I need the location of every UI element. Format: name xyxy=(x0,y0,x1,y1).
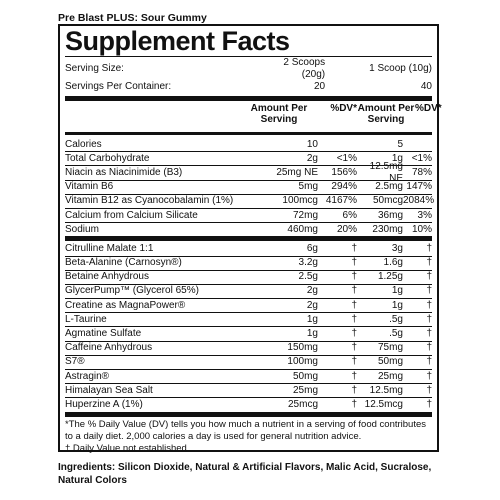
amount-1-scoop: 36mg xyxy=(377,209,403,221)
dv-1-scoop: † xyxy=(426,384,432,396)
nutrient-name: Calories xyxy=(65,138,102,150)
dv-2-scoops: † xyxy=(351,285,357,297)
amount-1-scoop: 12.5mg xyxy=(369,384,403,396)
amount-1-scoop: 1.25g xyxy=(377,271,403,283)
header-amount-2: Amount Per Serving xyxy=(357,103,415,125)
nutrient-name: GlycerPump™ (Glycerol 65%) xyxy=(65,285,199,297)
dv-2-scoops: 156% xyxy=(331,166,357,178)
nutrient-row xyxy=(65,356,432,370)
amount-2-scoops: 2g xyxy=(306,299,318,311)
amount-1-scoop: .5g xyxy=(389,313,403,325)
dv-1-scoop: † xyxy=(426,313,432,325)
header-dv-1: %DV* xyxy=(330,103,357,114)
dv-1-scoop: † xyxy=(426,356,432,368)
header-amount-1: Amount Per Serving xyxy=(250,103,308,125)
amount-2-scoops: 50mg xyxy=(292,370,318,382)
nutrient-name: Total Carbohydrate xyxy=(65,152,150,164)
serving-size-value-1: 2 Scoops (20g) xyxy=(283,57,326,80)
dv-2-scoops: 4167% xyxy=(325,195,357,207)
amount-2-scoops: 1g xyxy=(306,313,318,325)
amount-2-scoops: 100mcg xyxy=(282,195,318,207)
nutrient-row xyxy=(65,181,432,195)
dv-1-scoop: <1% xyxy=(411,152,432,164)
nutrient-name: Astragin® xyxy=(65,370,110,382)
amount-2-scoops: 3.2g xyxy=(298,257,318,269)
dv-2-scoops: † xyxy=(351,356,357,368)
amount-1-scoop: 75mg xyxy=(377,342,403,354)
dv-1-scoop: † xyxy=(426,242,432,254)
amount-2-scoops: 460mg xyxy=(287,223,318,235)
amount-2-scoops: 150mg xyxy=(287,342,318,354)
nutrient-row xyxy=(65,398,432,411)
dv-1-scoop: 2084% xyxy=(403,195,435,207)
nutrient-row xyxy=(65,299,432,313)
nutrient-name: Agmatine Sulfate xyxy=(65,328,142,340)
dv-2-scoops: † xyxy=(351,384,357,396)
dv-1-scoop: † xyxy=(426,398,432,410)
nutrient-row xyxy=(65,138,432,152)
serving-size-label: Serving Size: xyxy=(65,63,124,74)
dv-1-scoop: 3% xyxy=(417,209,432,221)
nutrient-row xyxy=(65,195,435,209)
medium-divider xyxy=(65,132,432,135)
amount-1-scoop: 1g xyxy=(391,152,403,164)
nutrient-name: Caffeine Anhydrous xyxy=(65,342,153,354)
nutrient-group-2 xyxy=(65,242,432,411)
nutrient-row xyxy=(65,271,432,285)
amount-2-scoops: 72mg xyxy=(292,209,318,221)
nutrient-name: Himalayan Sea Salt xyxy=(65,384,153,396)
amount-1-scoop: 12.5mcg xyxy=(364,398,403,410)
nutrient-row xyxy=(65,370,432,384)
dv-2-scoops: † xyxy=(351,370,357,382)
dv-2-scoops: † xyxy=(351,398,357,410)
dv-1-scoop: † xyxy=(426,328,432,340)
dv-1-scoop: 147% xyxy=(406,181,432,193)
amount-1-scoop: 1.6g xyxy=(383,257,403,269)
footnote-dagger: † Daily Value not established. xyxy=(65,442,190,454)
dv-2-scoops: 20% xyxy=(336,223,357,235)
nutrient-row xyxy=(65,209,432,223)
amount-2-scoops: 100mg xyxy=(287,356,318,368)
supplement-facts-panel xyxy=(58,24,442,454)
nutrient-name: Creatine as MagnaPower® xyxy=(65,299,186,311)
amount-1-scoop: .5g xyxy=(389,328,403,340)
dv-2-scoops: † xyxy=(351,299,357,311)
nutrient-name: S7® xyxy=(65,356,85,368)
amount-2-scoops: 1g xyxy=(306,328,318,340)
dv-2-scoops: † xyxy=(351,257,357,269)
ingredients-text: Ingredients: Silicon Dioxide, Natural & Artificial Flavors, Malic Acid, Sucralose, Natural Colors xyxy=(58,462,432,486)
dv-2-scoops: † xyxy=(351,342,357,354)
dv-1-scoop: † xyxy=(426,271,432,283)
dv-1-scoop: † xyxy=(426,257,432,269)
dv-1-scoop: † xyxy=(426,370,432,382)
amount-1-scoop: 1g xyxy=(391,299,403,311)
nutrient-row xyxy=(65,384,432,398)
dv-1-scoop: † xyxy=(426,299,432,311)
dv-1-scoop: 10% xyxy=(411,223,432,235)
product-title: Pre Blast PLUS: Sour Gummy xyxy=(58,12,207,24)
nutrient-name: Beta-Alanine (Carnosyn®) xyxy=(65,257,182,269)
servings-per-container-value-1: 20 xyxy=(314,81,326,92)
amount-1-scoop: 5 xyxy=(397,138,403,150)
dv-2-scoops: 6% xyxy=(342,209,357,221)
nutrient-name: Vitamin B12 as Cyanocobalamin (1%) xyxy=(65,195,234,207)
amount-1-scoop: 3g xyxy=(391,242,403,254)
servings-per-container-row xyxy=(65,81,432,93)
nutrient-group-1 xyxy=(65,138,435,236)
column-header-row xyxy=(65,101,442,129)
nutrient-row xyxy=(65,242,432,256)
nutrient-name: L-Taurine xyxy=(65,313,107,325)
amount-1-scoop: 1g xyxy=(391,285,403,297)
dv-1-scoop: † xyxy=(426,285,432,297)
servings-per-container-value-2: 40 xyxy=(420,81,432,92)
dv-2-scoops: <1% xyxy=(336,152,357,164)
serving-size-row xyxy=(65,57,432,81)
dv-2-scoops: † xyxy=(351,242,357,254)
amount-2-scoops: 10 xyxy=(306,138,318,150)
nutrient-name: Citrulline Malate 1:1 xyxy=(65,242,154,254)
amount-2-scoops: 25mcg xyxy=(287,398,318,410)
amount-2-scoops: 25mg NE xyxy=(276,166,318,178)
amount-1-scoop: 50mg xyxy=(377,356,403,368)
nutrient-row xyxy=(65,342,432,356)
amount-2-scoops: 2g xyxy=(306,152,318,164)
dv-2-scoops: † xyxy=(351,313,357,325)
nutrient-row xyxy=(65,257,432,271)
nutrient-row xyxy=(65,313,432,327)
nutrient-name: Vitamin B6 xyxy=(65,181,114,193)
amount-1-scoop: 25mg xyxy=(377,370,403,382)
thick-divider-2 xyxy=(65,236,432,241)
nutrient-name: Sodium xyxy=(65,223,99,235)
amount-1-scoop: 50mcg xyxy=(372,195,403,207)
nutrient-name: Huperzine A (1%) xyxy=(65,398,143,410)
amount-2-scoops: 6g xyxy=(306,242,318,254)
dv-1-scoop: † xyxy=(426,342,432,354)
nutrient-row xyxy=(65,160,432,184)
dv-2-scoops: † xyxy=(351,328,357,340)
footnote-dv: *The % Daily Value (DV) tells you how much a nutrient in a serving of food contributes to a daily diet. 2,000 calories a day is used for general nutrition advice. xyxy=(65,418,426,442)
amount-2-scoops: 5mg xyxy=(298,181,318,193)
amount-1-scoop: 2.5mg xyxy=(375,181,403,193)
dv-2-scoops: † xyxy=(351,271,357,283)
nutrient-name: Calcium from Calcium Silicate xyxy=(65,209,198,221)
header-dv-2: %DV* xyxy=(415,103,442,114)
serving-size-value-2: 1 Scoop (10g) xyxy=(369,63,432,74)
nutrient-name: Betaine Anhydrous xyxy=(65,271,149,283)
amount-2-scoops: 25mg xyxy=(292,384,318,396)
dv-1-scoop: 78% xyxy=(411,166,432,178)
amount-2-scoops: 2g xyxy=(306,285,318,297)
nutrient-name: Niacin as Niacinimide (B3) xyxy=(65,166,183,178)
nutrient-row xyxy=(65,327,432,341)
nutrient-row xyxy=(65,285,432,299)
panel-title: Supplement Facts xyxy=(65,26,290,56)
amount-2-scoops: 2.5g xyxy=(298,271,318,283)
nutrient-row xyxy=(65,223,432,236)
amount-1-scoop: 12.5mg NE xyxy=(369,160,403,184)
amount-1-scoop: 230mg xyxy=(372,223,403,235)
dv-2-scoops: 294% xyxy=(331,181,357,193)
servings-per-container-label: Servings Per Container: xyxy=(65,81,172,92)
